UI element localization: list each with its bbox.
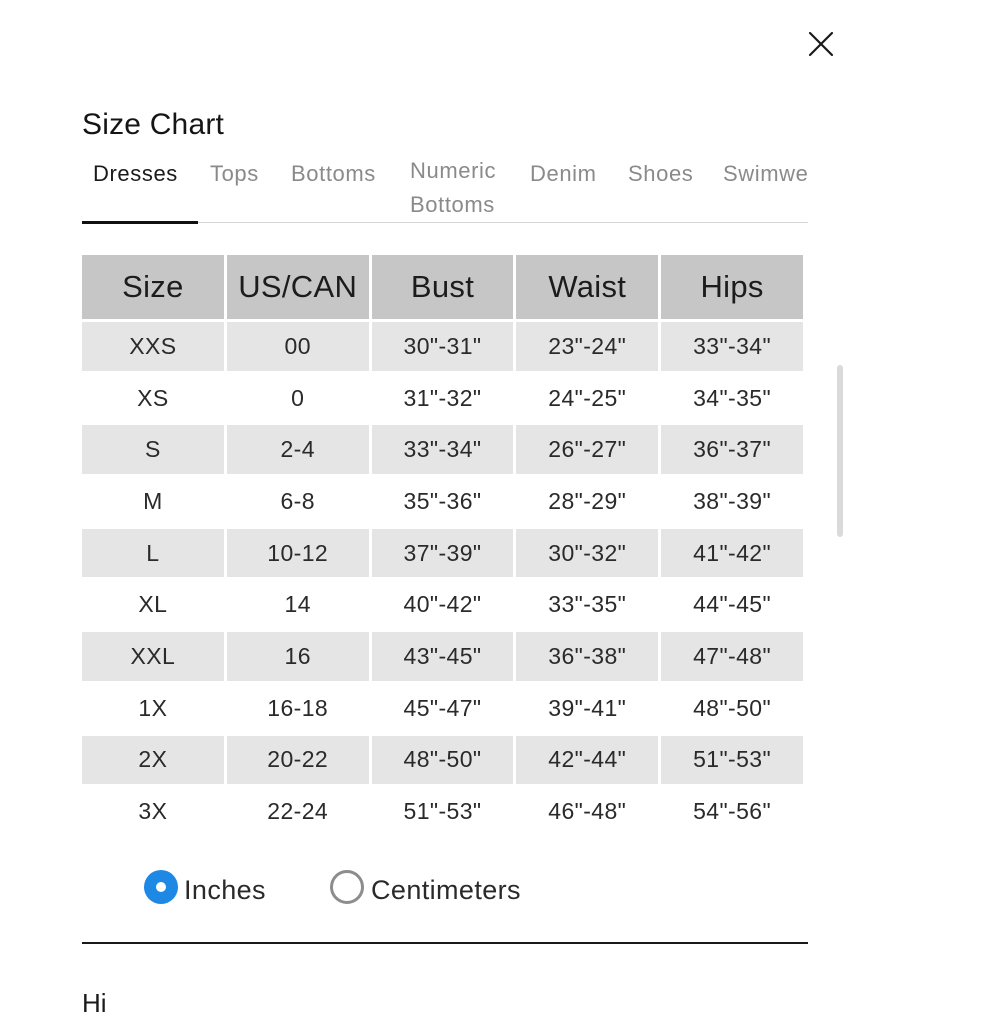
size-table: [79, 252, 806, 839]
table-row: [82, 477, 803, 526]
table-row: [82, 684, 803, 733]
cell-bust: 35"-36": [372, 477, 514, 526]
centimeters-label[interactable]: Centimeters: [371, 875, 521, 905]
cell-size: L: [82, 529, 224, 578]
cell-hips: 54"-56": [661, 787, 803, 836]
cell-size: XXL: [82, 632, 224, 681]
cell-us-can: 16-18: [227, 684, 369, 733]
cell-hips: 34"-35": [661, 374, 803, 423]
cell-waist: 26"-27": [516, 425, 658, 474]
cell-waist: 23"-24": [516, 322, 658, 371]
table-row: [82, 736, 803, 785]
cell-hips: 51"-53": [661, 736, 803, 785]
cell-size: 3X: [82, 787, 224, 836]
table-row: [82, 322, 803, 371]
cell-size: 1X: [82, 684, 224, 733]
inches-radio[interactable]: [144, 870, 178, 904]
cell-hips: 38"-39": [661, 477, 803, 526]
inches-label[interactable]: Inches: [184, 875, 266, 905]
cell-bust: 30"-31": [372, 322, 514, 371]
tab-numeric-bottoms-line1: Numeric: [410, 158, 497, 183]
cell-bust: 43"-45": [372, 632, 514, 681]
page-title: Size Chart: [82, 108, 225, 141]
category-tabs: [82, 150, 808, 224]
cell-size: XXS: [82, 322, 224, 371]
cell-us-can: 00: [227, 322, 369, 371]
cell-us-can: 14: [227, 580, 369, 629]
next-section-heading: Hi: [82, 988, 107, 1018]
table-row: [82, 632, 803, 681]
cell-us-can: 0: [227, 374, 369, 423]
table-row: [82, 580, 803, 629]
centimeters-radio[interactable]: [330, 870, 364, 904]
cell-us-can: 2-4: [227, 425, 369, 474]
cell-waist: 39"-41": [516, 684, 658, 733]
header-hips: Hips: [661, 255, 803, 319]
tab-shoes[interactable]: Shoes: [628, 161, 694, 186]
cell-hips: 44"-45": [661, 580, 803, 629]
cell-us-can: 6-8: [227, 477, 369, 526]
tab-denim[interactable]: Denim: [530, 161, 597, 186]
cell-hips: 48"-50": [661, 684, 803, 733]
header-size: Size: [82, 255, 224, 319]
close-icon[interactable]: [804, 27, 838, 61]
tab-bottoms[interactable]: Bottoms: [291, 161, 376, 186]
cell-size: S: [82, 425, 224, 474]
cell-hips: 36"-37": [661, 425, 803, 474]
table-header-row: [82, 255, 803, 319]
cell-us-can: 10-12: [227, 529, 369, 578]
cell-waist: 28"-29": [516, 477, 658, 526]
table-row: [82, 374, 803, 423]
cell-us-can: 22-24: [227, 787, 369, 836]
header-us-can: US/CAN: [227, 255, 369, 319]
cell-bust: 31"-32": [372, 374, 514, 423]
tab-swimwear[interactable]: Swimwe: [723, 161, 809, 186]
cell-waist: 42"-44": [516, 736, 658, 785]
table-row: [82, 425, 803, 474]
header-bust: Bust: [372, 255, 514, 319]
tab-dresses[interactable]: Dresses: [93, 161, 178, 186]
table-row: [82, 529, 803, 578]
cell-size: 2X: [82, 736, 224, 785]
tab-tops[interactable]: Tops: [210, 161, 259, 186]
cell-size: XS: [82, 374, 224, 423]
tab-numeric-bottoms[interactable]: [410, 154, 496, 222]
cell-bust: 45"-47": [372, 684, 514, 733]
cell-waist: 36"-38": [516, 632, 658, 681]
cell-waist: 30"-32": [516, 529, 658, 578]
cell-hips: 41"-42": [661, 529, 803, 578]
cell-size: XL: [82, 580, 224, 629]
cell-us-can: 16: [227, 632, 369, 681]
header-waist: Waist: [516, 255, 658, 319]
cell-hips: 33"-34": [661, 322, 803, 371]
cell-bust: 51"-53": [372, 787, 514, 836]
cell-waist: 24"-25": [516, 374, 658, 423]
cell-size: M: [82, 477, 224, 526]
cell-waist: 33"-35": [516, 580, 658, 629]
close-button[interactable]: [804, 27, 838, 61]
cell-bust: 33"-34": [372, 425, 514, 474]
cell-bust: 48"-50": [372, 736, 514, 785]
cell-hips: 47"-48": [661, 632, 803, 681]
cell-waist: 46"-48": [516, 787, 658, 836]
cell-us-can: 20-22: [227, 736, 369, 785]
tab-numeric-bottoms-line2: Bottoms: [410, 192, 495, 217]
active-tab-indicator: [82, 221, 198, 224]
unit-selector: [0, 866, 1000, 916]
section-divider: [82, 942, 808, 944]
cell-bust: 37"-39": [372, 529, 514, 578]
scrollbar[interactable]: [837, 365, 843, 537]
table-row: [82, 787, 803, 836]
cell-bust: 40"-42": [372, 580, 514, 629]
